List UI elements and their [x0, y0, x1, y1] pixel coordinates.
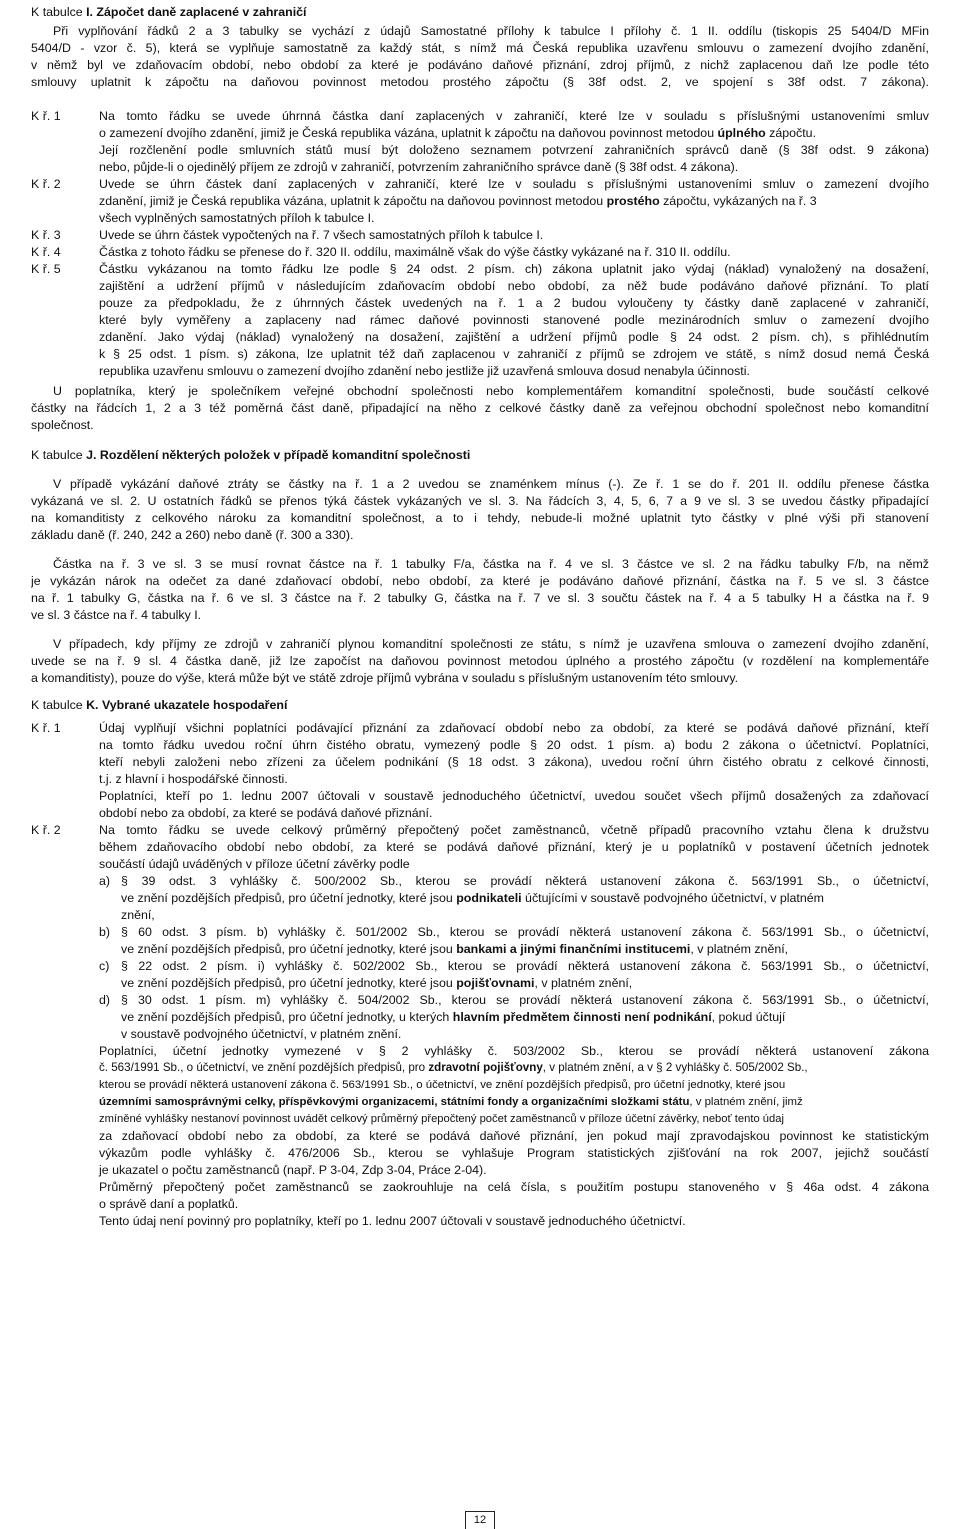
section-k-outro-line: Tento údaj není povinný pro poplatníky, kteří po 1. lednu 2007 účtovali v soustavě jednoduchého účetnictví.	[99, 1214, 686, 1228]
section-j-title-prefix: K tabulce	[31, 448, 87, 462]
section-i-title-prefix: K tabulce	[31, 5, 87, 19]
section-j-p3-line: V případech, kdy příjmy ze zdrojů v zahraničí plynou komanditní společnosti ze státu, s nímž je uzavřena smlouva o zamezení dvojího zdanění,	[53, 637, 929, 651]
section-k-title-bold: K. Vybrané ukazatele hospodaření	[86, 698, 288, 712]
section-j-p1-line: vykázaná ve sl. 2. U ostatních řádků se přenos týká částek vykázaných ve sl. 3. Na řádcích 3, 4, 5, 6, 7 a 9 ve sl. 3 se uvedou částky připadající	[31, 494, 929, 508]
list-item-mark: a)	[99, 874, 111, 888]
section-i-r2-line: všech vyplněných samostatných příloh k tabulce I.	[99, 211, 375, 225]
section-k-r1-line: Údaj vyplňují všichni poplatníci podávající přiznání za zdaňovací období nebo za období, za které se podává daňové přiznání, kteří	[99, 721, 929, 735]
list-item-line: § 39 odst. 3 vyhlášky č. 500/2002 Sb., kterou se provádí některá ustanovení zákona č. 563/1991 Sb., o účetnictví,	[121, 874, 929, 888]
section-k-outro-line: kterou se provádí některá ustanovení zákona č. 563/1991 Sb., o účetnictví, ve znění pozdějších předpisů, pro účetní jednotky, které jsou	[99, 1079, 786, 1091]
section-i-intro-line: Při vyplňování řádků 2 a 3 tabulky se vychází z údajů Samostatné přílohy k tabulce I přílohy č. 1 II. oddílu (tiskopis 25 5404/D MFin	[53, 24, 929, 38]
section-i-r1-line: nebo, půjde-li o ojedinělý příjem ze zdrojů v zahraničí, potvrzením zahraničního správce daně (§ 38f odst. 4 zákona).	[99, 160, 739, 174]
section-j-p3-line: uvede se na ř. 9 sl. 4 částka daně, již lze započíst na daňovou povinnost metodou úplného a prostého zápočtu (v rozdělení na komplementáře	[31, 654, 929, 668]
page-number: 12	[465, 1511, 495, 1529]
section-k-r2-line: Na tomto řádku se uvede celkový průměrný přepočtený počet zaměstnanců, včetně případů pracovního vztahu člena k družstvu	[99, 823, 929, 837]
section-i-r5-line: které byly vyměřeny a zaplaceny nad rámec daňové povinnosti stanovené podle mezinárodních smluv o zamezení dvojího	[99, 313, 929, 327]
section-k-outro-line: Průměrný přepočtený počet zaměstnanců se zaokrouhluje na celá čísla, s použitím postupu stanoveného v § 46a odst. 4 zákona	[99, 1180, 929, 1194]
section-i-outro-line: U poplatníka, který je společníkem veřejné obchodní společnosti nebo komplementářem komanditní společnosti, bude součástí celkové	[53, 384, 929, 398]
section-i-r1-line: Její rozčlenění podle smluvních států musí být doloženo seznamem potvrzení zahraničních správců daně (§ 38f odst. 9 zákona)	[99, 143, 929, 157]
section-j-p1-line: V případě vykázání daňové ztráty se částky na ř. 1 a 2 uvedou se znaménkem mínus (-). Ze ř. 1 se do ř. 201 II. oddílu přenese částka	[53, 477, 929, 491]
section-j-p2-line: Částka na ř. 3 ve sl. 3 se musí rovnat částce na ř. 1 tabulky F/a, částka na ř. 4 ve sl. 3 částce ve sl. 2 na řádku tabulky F/b, na němž	[53, 557, 929, 571]
section-k-r1-line: t.j. z hlavní i hospodářské činnosti.	[99, 772, 288, 786]
section-k-outro-line: č. 563/1991 Sb., o účetnictví, ve znění pozdějších předpisů, pro zdravotní pojišťovny, v platném znění, a v § 2 vyhlášky č. 505/2002 Sb.,	[99, 1061, 808, 1074]
list-item-mark: d)	[99, 993, 111, 1007]
section-i-intro-line: 5404/D - vzor č. 5), která se vyplňuje samostatně za každý stát, s nímž má Česká republika uzavřenu smlouvu o zamezení dvojího zdanění,	[31, 41, 929, 55]
section-i-r2-line: zdanění, jimiž je Česká republika vázána, uplatnit k zápočtu na daňovou povinnost metodou prostého zápočtu, vykázaných na ř. 3	[99, 194, 817, 208]
section-symbol: §	[121, 993, 138, 1007]
section-i-r2-line: Uvede se úhrn částek daní zaplacených v zahraničí, které lze v souladu s příslušnými ustanoveními smluv o zamezení dvojího	[99, 177, 929, 191]
section-k-outro-line: o správě daní a poplatků.	[99, 1197, 239, 1211]
list-item-line: ve znění pozdějších předpisů, pro účetní jednotky, které jsou podnikateli účtujícími v soustavě podvojného účetnictví, v platném	[121, 891, 824, 905]
section-k-r1-line: období nebo za období, za které se podává daňové přiznání.	[99, 806, 433, 820]
section-k-title-prefix: K tabulce	[31, 698, 87, 712]
list-item-line: znění,	[121, 908, 155, 922]
row-label: K ř. 4	[31, 245, 61, 259]
section-k-outro-line: výkazům podle vyhlášky č. 476/2006 Sb., kterou se vyhlašuje Program statistických zjišťování na rok 2007, jejichž součástí	[99, 1146, 929, 1160]
row-label: K ř. 1	[31, 721, 61, 735]
section-k-outro-line: za zdaňovací období nebo za období, za které se podává daňové přiznání, jen pokud mají zpravodajskou povinnost ke statistickým	[99, 1129, 929, 1143]
section-i-r4-text: Částka z tohoto řádku se přenese do ř. 320 II. oddílu, maximálně však do výše částky vykázané na ř. 310 II. oddílu.	[99, 245, 731, 259]
section-symbol: §	[121, 925, 139, 939]
section-i-title	[31, 4, 306, 21]
section-i-r1-line: o zamezení dvojího zdanění, jimiž je Česká republika vázána, uplatnit k zápočtu na daňovou povinnost metodou úplného zápočtu.	[99, 126, 817, 140]
list-item-line: v soustavě podvojného účetnictví, v platném znění.	[121, 1027, 402, 1041]
section-i-r5-line: zajištění a udržení příjmů v následujícím zdaňovacím období nebo období, za něž bude podáváno daňové přiznání. To platí	[99, 279, 929, 293]
section-i-r5-line: k § 25 odst. 1 písm. s) zákona, lze uplatnit též daň zaplacenou v zahraničí z příjmů se zdrojem ve státě, s nímž dosud nemá Česká	[99, 347, 929, 361]
row-label: K ř. 5	[31, 262, 61, 276]
section-j-p1-line: základu daně (ř. 240, 242 a 260) nebo daně (ř. 300 a 330).	[31, 528, 354, 542]
section-j-p2-line: je vykázán nárok na odečet za dané zdaňovací období, nebo období, za které je podáváno daňové přiznání, částka na ř. 5 ve sl. 3 částce	[31, 574, 929, 588]
section-i-title-bold: I. Zápočet daně zaplacené v zahraničí	[86, 5, 307, 19]
list-item-mark: b)	[99, 925, 111, 939]
list-item-line: § 60 odst. 3 písm. b) vyhlášky č. 501/2002 Sb., kterou se provádí některá ustanovení zákona č. 563/1991 Sb., o účetnictví,	[121, 925, 929, 939]
list-item-line: § 30 odst. 1 písm. m) vyhlášky č. 504/2002 Sb., kterou se provádí některá ustanovení zákona č. 563/1991 Sb., o účetnictví,	[121, 993, 929, 1007]
section-i-r3-text: Uvede se úhrn částek vypočtených na ř. 7 všech samostatných příloh k tabulce I.	[99, 228, 544, 242]
section-symbol: §	[121, 874, 142, 888]
section-j-p1-line: na komanditisty z celkového nároku za komanditní společnost, a to i tehdy, nebude-li možné uplatnit tyto částky v plné výši při stanovení	[31, 511, 929, 525]
section-k-title	[31, 697, 287, 714]
section-k-outro-line: zmíněné vyhlášky nestanoví povinnost uvádět celkový průměrný přepočtený počet zaměstnanců v příloze účetní závěrky, neboť tento údaj	[99, 1113, 784, 1125]
row-label: K ř. 1	[31, 109, 61, 123]
section-j-title	[31, 447, 470, 464]
section-k-outro-line: Poplatníci, účetní jednotky vymezené v § 2 vyhlášky č. 503/2002 Sb., kterou se provádí některá ustanovení zákona	[99, 1044, 929, 1058]
section-i-intro-line: v němž byl ve zdaňovacím období, nebo období za které je podáváno daňové přiznání, zdroj příjmů, z nichž zaplacenou daň lze podle této	[31, 58, 929, 72]
section-i-intro-line: smlouvy uplatnit k zápočtu na daňovou povinnost metodou prostého zápočtu (§ 38f odst. 2, ve spojení s 38f odst. 7 zákona).	[31, 75, 929, 89]
section-k-outro-line: územními samosprávnými celky, příspěvkovými organizacemi, státními fondy a organizačními složkami státu, v platném znění, jimž	[99, 1096, 803, 1108]
section-k-outro-line: je ukazatel o počtu zaměstnanců (např. P 3-04, Zdp 3-04, Práce 2-04).	[99, 1163, 487, 1177]
section-i-outro-line: společnost.	[31, 418, 94, 432]
section-i-r5-line: Částku vykázanou na tomto řádku lze podle § 24 odst. 2 písm. ch) zákona uplatnit jako výdaj (náklad) vynaložený na dosažení,	[99, 262, 929, 276]
row-label: K ř. 2	[31, 823, 61, 837]
section-k-r1-line: Poplatníci, kteří po 1. lednu 2007 účtovali v soustavě jednoduchého účetnictví, uvedou součet všech příjmů dosažených za zdaňovací	[99, 789, 929, 803]
section-k-r2-line: součástí údajů uváděných v příloze účetní závěrky podle	[99, 857, 410, 871]
row-label: K ř. 3	[31, 228, 61, 242]
section-i-r1-line: Na tomto řádku se uvede úhrnná částka daní zaplacených v zahraničí, které lze v souladu s příslušnými ustanoveními smluv	[99, 109, 929, 123]
section-i-outro-line: částky na řádcích 1, 2 a 3 též poměrná část daně, připadající na něho z celkové částky daně za veřejnou obchodní společnost nebo komanditní	[31, 401, 929, 415]
list-item-line: ve znění pozdějších předpisů, pro účetní jednotky, které jsou bankami a jinými finančními institucemi, v platném znění,	[121, 942, 789, 956]
section-i-r5-line: republika uzavřenu smlouvu o zamezení dvojího zdanění nebo jestliže již uzavřená smlouva dosud nenabyla účinnosti.	[99, 364, 750, 378]
section-i-r5-line: zdanění. Jako výdaj (náklad) vynaložený na dosažení, zajištění a udržení příjmů podle § 24 odst. 2 písm. ch), s přihlédnutím	[99, 330, 929, 344]
row-label: K ř. 2	[31, 177, 61, 191]
section-k-r2-line: během zdaňovacího období nebo období, za které se podává daňové přiznání, který je u poplatníků v postavení účetních jednotek	[99, 840, 929, 854]
list-item-line: ve znění pozdějších předpisů, pro účetní jednotky, u kterých hlavním předmětem činnosti není podnikání, pokud účtují	[121, 1010, 786, 1024]
section-j-p2-line: na ř. 1 tabulky G, částka na ř. 6 ve sl. 3 částce na ř. 2 tabulky G, částka na ř. 7 ve sl. 3 součtu částek na ř. 4 a 5 tabulky H a částka na ř. 9	[31, 591, 929, 605]
section-j-title-bold: J. Rozdělení některých položek v případě komanditní společnosti	[86, 448, 471, 462]
list-item-mark: c)	[99, 959, 110, 973]
section-k-r1-line: kteří nebyli založeni nebo zřízeni za účelem podnikání (§ 18 odst. 3 zákona), uvedou roční úhrn čistého obratu z celkové činnosti,	[99, 755, 929, 769]
section-j-p2-line: ve sl. 3 částce na ř. 4 tabulky I.	[31, 608, 202, 622]
section-i-r5-line: pouze za předpokladu, že z úhrnných částek uvedených na ř. 1 a 2 budou vyloučeny ty částky daně zaplacené v zahraničí,	[99, 296, 929, 310]
list-item-line: § 22 odst. 2 písm. i) vyhlášky č. 502/2002 Sb., kterou se provádí některá ustanovení zákona č. 563/1991 Sb., o účetnictví,	[121, 959, 929, 973]
list-item-line: ve znění pozdějších předpisů, pro účetní jednotky, které jsou pojišťovnami, v platném znění,	[121, 976, 633, 990]
section-j-p3-line: a komanditisty), pouze do výše, která může být ve státě zdroje příjmů vybrána v souladu s příslušným ustanovením této smlouvy.	[31, 671, 739, 685]
section-symbol: §	[121, 959, 139, 973]
section-k-r1-line: na tomto řádku uvedou roční úhrn čistého obratu, vymezený podle § 20 odst. 1 písm. a) bodu 2 zákona o účetnictví. Poplatníci,	[99, 738, 929, 752]
